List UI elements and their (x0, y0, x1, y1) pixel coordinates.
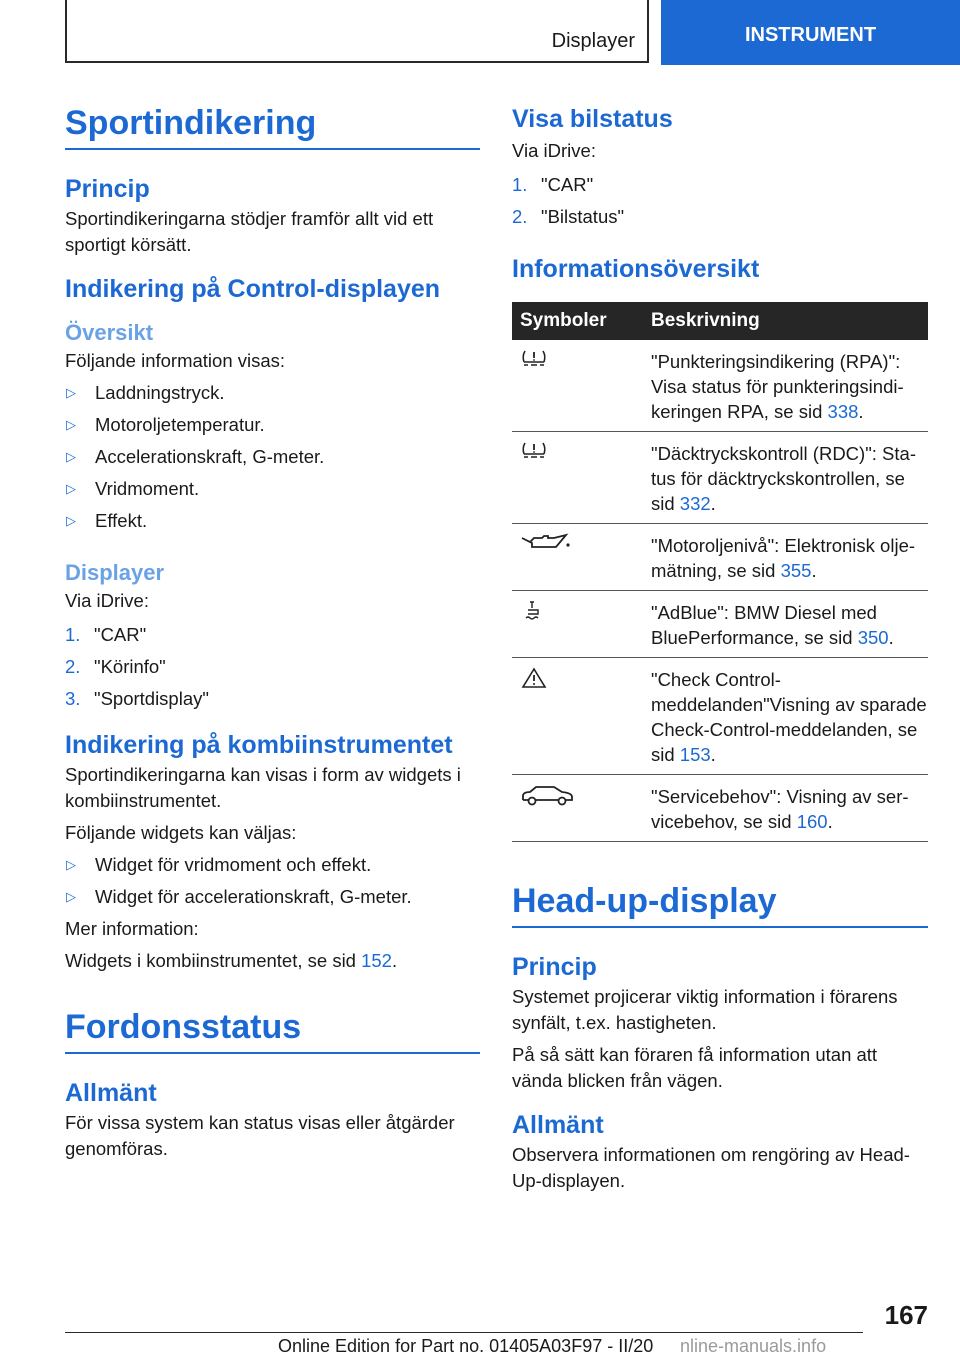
triangle-bullet-icon: ▷ (66, 857, 76, 872)
paragraph-princip-1: Systemet projicerar viktig information i förarens synfält, t.ex. hastigheten. (512, 986, 898, 1033)
list-item: ▷ Widget för accelerationskraft, G-meter. (65, 884, 480, 910)
fordonsstatus-heading-wrap (65, 1004, 480, 1054)
list-item: 1. "CAR" (512, 174, 594, 195)
list-item: 2. "Körinfo" (65, 656, 166, 677)
paragraph-allmant: För vissa system kan status visas eller åtgärder genomföras. (65, 1112, 455, 1159)
adblue-icon (520, 600, 548, 622)
tire-pressure-rpa-icon (520, 349, 548, 369)
paragraph-allmant: Observera informationen om rengöring av Head-Up-displayen. (512, 1144, 910, 1191)
heading-displayer: Displayer (65, 560, 165, 585)
list-item: ▷ Vridmoment. (65, 476, 480, 502)
service-car-icon (520, 784, 576, 808)
table-row: "Servicebehov": Visning av servicebehov, se sid 160. (512, 775, 928, 842)
header-chapter-tab: INSTRUMENT (661, 0, 960, 65)
table-header: Beskrivning (651, 302, 928, 340)
footer-divider (65, 1332, 863, 1333)
right-column (512, 100, 928, 1194)
heading-informationsoversikt: Informationsöversikt (512, 255, 760, 283)
table-row: "Check Control-meddelanden"Visning av sparade Check-Control-meddelanden, se sid 153. (512, 658, 928, 775)
page-link[interactable]: 160 (796, 811, 828, 832)
heading-allmant: Allmänt (65, 1079, 157, 1107)
heading-oversikt: Översikt (65, 320, 154, 345)
footer-edition: Online Edition for Part no. 01405A03F97 - II/20 (278, 1336, 654, 1356)
page-number: 167 (884, 1300, 928, 1330)
paragraph-widgets-ref: Widgets i kombiinstrumentet, se sid 152. (65, 950, 398, 971)
heading-kombiinstrument: Indikering på kombiinstrumentet (65, 731, 453, 759)
page-link[interactable]: 355 (780, 560, 812, 581)
list-item: ▷ Effekt. (65, 508, 480, 534)
paragraph-princip-2: På så sätt kan föraren få information utan att vända blicken från vägen. (512, 1044, 878, 1091)
triangle-bullet-icon: ▷ (66, 417, 76, 432)
table-row: "AdBlue": BMW Diesel med BluePerformance, se sid 350. (512, 591, 928, 658)
paragraph-idrive: Via iDrive: (512, 140, 596, 161)
triangle-bullet-icon: ▷ (66, 513, 76, 528)
footer-watermark: nline-manuals.info (680, 1336, 827, 1356)
page-link[interactable]: 338 (827, 401, 859, 422)
list-item: 1. "CAR" (65, 624, 147, 645)
page-link[interactable]: 350 (857, 627, 889, 648)
tire-pressure-rdc-icon (520, 441, 548, 461)
paragraph-kombi-1: Sportindikeringarna kan visas i form av widgets i kombiinstrumentet. (65, 764, 461, 811)
triangle-bullet-icon: ▷ (66, 385, 76, 400)
heading-princip: Princip (512, 953, 597, 981)
triangle-bullet-icon: ▷ (66, 449, 76, 464)
triangle-bullet-icon: ▷ (66, 889, 76, 904)
paragraph-mer-info: Mer information: (65, 918, 199, 939)
page-link[interactable]: 153 (679, 744, 711, 765)
heading-fordonsstatus: Fordonsstatus (65, 1008, 302, 1046)
table-row: "Punkteringsindikering (RPA)": Visa status för punkteringsindikeringen RPA, se sid 338. (512, 340, 928, 432)
table-header: Symboler (512, 302, 651, 340)
table-row: "Däcktryckskontroll (RDC)": Status för däcktryckskontrollen, se sid 332. (512, 432, 928, 524)
page-link[interactable]: 152 (361, 950, 392, 971)
list-item: ▷ Laddningstryck. (65, 380, 480, 406)
left-column (65, 100, 480, 1162)
triangle-bullet-icon: ▷ (66, 481, 76, 496)
heading-visa-bilstatus: Visa bilstatus (512, 105, 673, 133)
paragraph-kombi-2: Följande widgets kan väljas: (65, 822, 297, 843)
page-link[interactable]: 332 (679, 493, 711, 514)
list-item: ▷ Accelerationskraft, G-meter. (65, 444, 480, 470)
warning-triangle-icon (520, 667, 548, 689)
header-section-title: Displayer (551, 30, 635, 52)
paragraph-oversikt: Följande information visas: (65, 350, 286, 371)
table-row: "Motoroljenivå": Elektronisk oljemätning, se sid 355. (512, 524, 928, 591)
heading-allmant: Allmänt (512, 1111, 604, 1139)
heading-princip: Princip (65, 175, 150, 203)
paragraph-princip: Sportindikeringarna stödjer framför allt vid ett sportigt körsätt. (65, 208, 434, 255)
list-item: ▷ Motoroljetemperatur. (65, 412, 480, 438)
heading-control-display: Indikering på Control-displayen (65, 275, 441, 303)
list-item: ▷ Widget för vridmoment och effekt. (65, 852, 480, 878)
oil-can-icon (520, 533, 572, 553)
list-item: 3. "Sportdisplay" (65, 688, 209, 709)
heading-sportindikering: Sportindikering (65, 104, 317, 142)
sportindikering-heading-wrap (65, 100, 480, 150)
symbol-table (512, 302, 928, 842)
list-item: 2. "Bilstatus" (512, 206, 625, 227)
hud-heading-wrap (512, 878, 928, 928)
heading-head-up-display: Head-up-display (512, 882, 777, 920)
paragraph-idrive: Via iDrive: (65, 590, 149, 611)
